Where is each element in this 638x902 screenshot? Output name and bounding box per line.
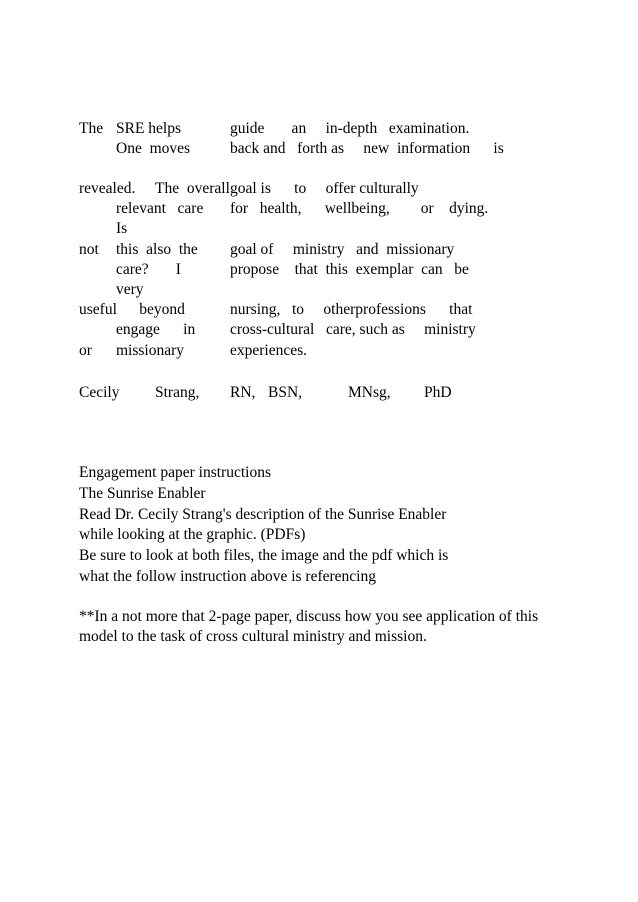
assignment-paragraph: **In a not more that 2-page paper, discuss how you see application of this model to the task of cross cultural ministry and mission.: [79, 608, 539, 645]
text-line: experiences.: [230, 342, 308, 359]
text-line: guide an in-depth examination.: [230, 120, 470, 137]
author-credential: RN,: [230, 384, 256, 401]
text-line: care? I: [116, 261, 181, 278]
text-line: this also the: [116, 241, 198, 258]
text-line: The: [79, 120, 104, 137]
text-line: revealed.: [79, 180, 136, 197]
instructions-title: Engagement paper instructions: [79, 464, 271, 481]
text-line: The overall: [155, 180, 230, 197]
author-last-name: Strang,: [155, 384, 200, 401]
text-line: goal is to offer culturally: [230, 180, 419, 197]
text-line: SRE helps: [116, 120, 182, 137]
text-line: or: [79, 342, 92, 359]
instructions-line: what the follow instruction above is referencing: [79, 568, 376, 585]
instructions-subtitle: The Sunrise Enabler: [79, 485, 206, 502]
author-credential: MNsg,: [348, 384, 391, 401]
text-line: missionary: [116, 342, 185, 359]
text-line: engage in: [116, 321, 196, 338]
instructions-line: Read Dr. Cecily Strang's description of the Sunrise Enabler: [79, 506, 447, 523]
text-line: propose that this exemplar can be: [230, 261, 469, 278]
text-line: very: [116, 281, 144, 298]
text-line: for health, wellbeing, or dying.: [230, 200, 489, 217]
text-line: Is: [116, 220, 128, 237]
text-line: goal of ministry and missionary: [230, 241, 455, 258]
text-line: useful: [79, 301, 117, 318]
instructions-line: while looking at the graphic. (PDFs): [79, 526, 306, 543]
text-line: not: [79, 241, 99, 258]
instructions-line: Be sure to look at both files, the image and the pdf which is: [79, 547, 449, 564]
text-line: back and forth as new information is: [230, 140, 504, 157]
text-line: beyond: [116, 301, 185, 318]
author-credential: PhD: [424, 384, 452, 401]
text-line: nursing, to otherprofessions that: [230, 301, 473, 318]
author-first-name: Cecily: [79, 384, 120, 401]
author-credential: BSN,: [268, 384, 303, 401]
text-line: cross-cultural care, such as ministry: [230, 321, 476, 338]
text-line: One moves: [116, 140, 191, 157]
text-line: relevant care: [116, 200, 204, 217]
